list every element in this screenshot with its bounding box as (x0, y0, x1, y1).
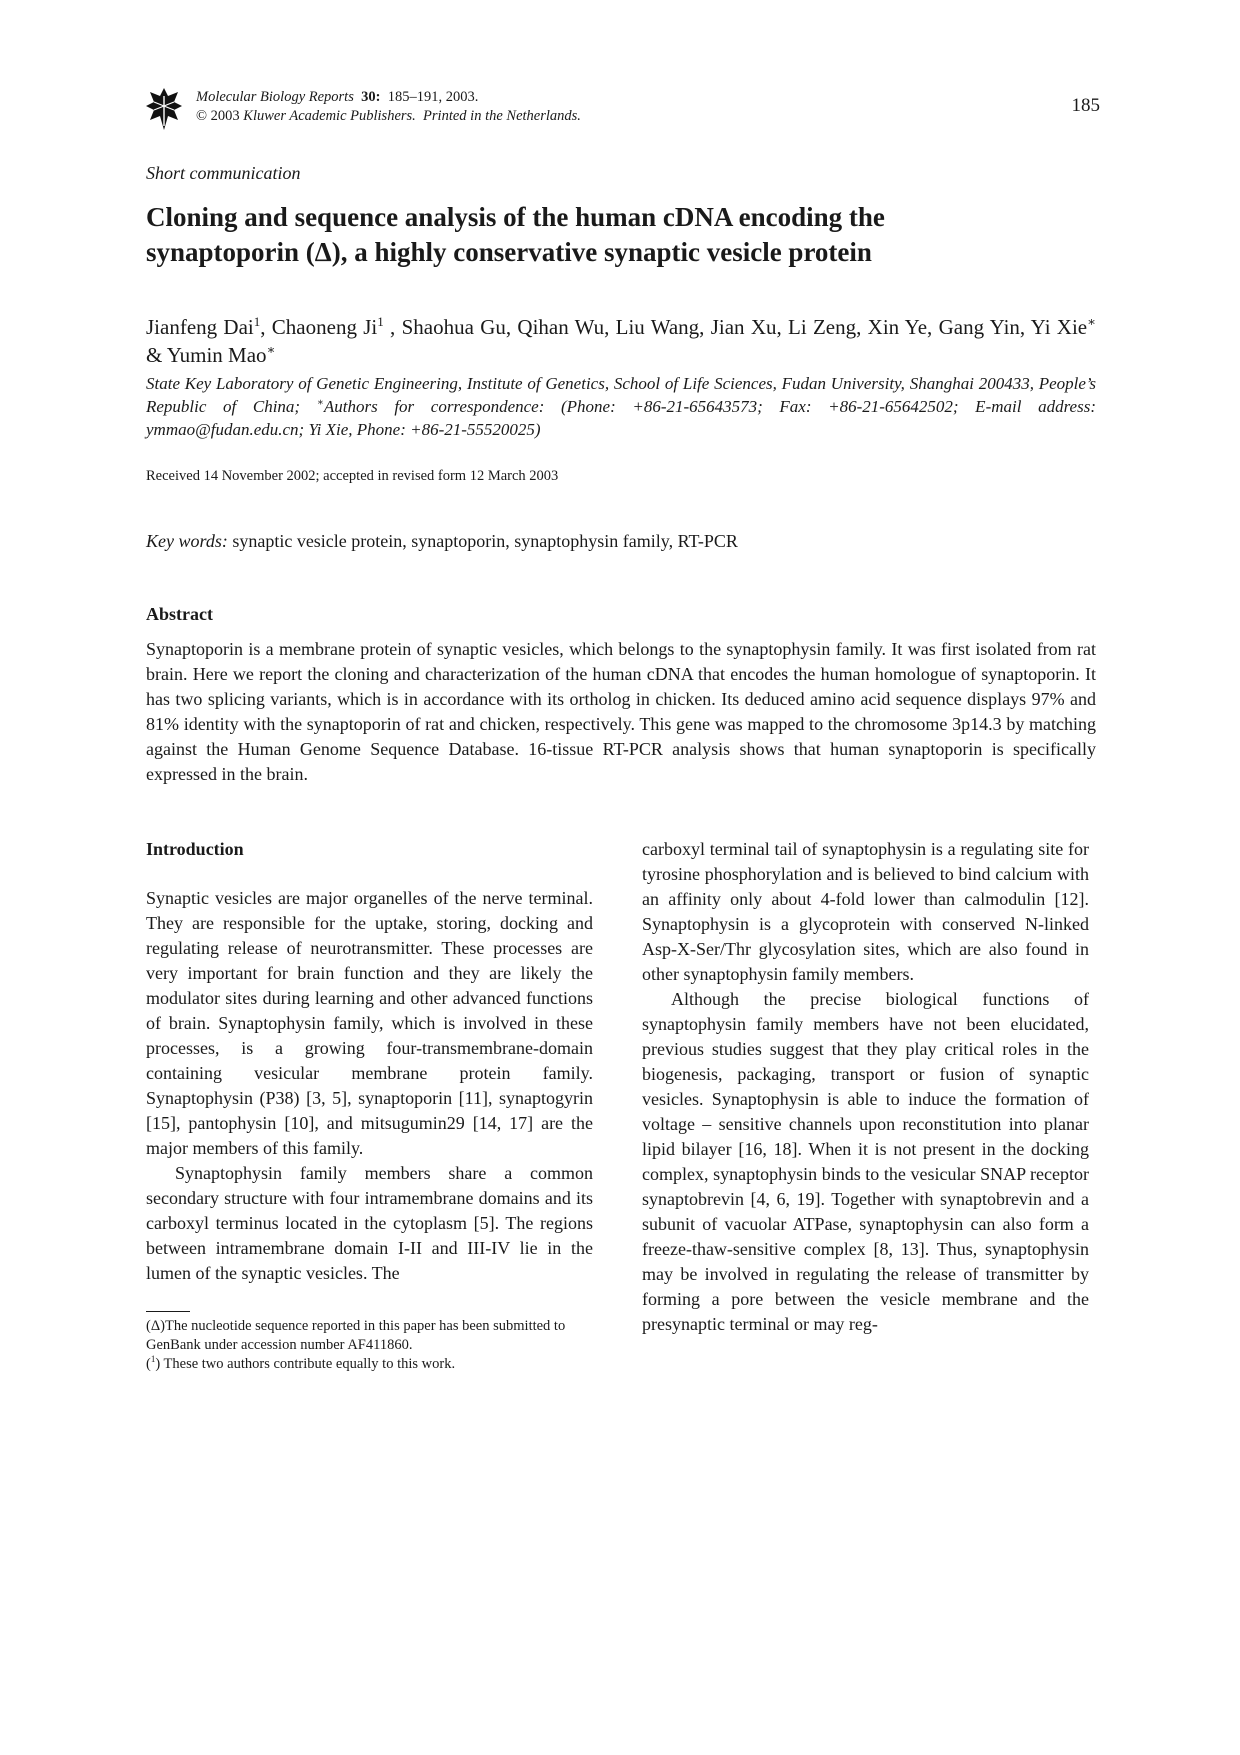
author-1-mark: 1 (253, 314, 261, 329)
intro-paragraph-2: Synaptophysin family members share a common secondary structure with four intramembrane domains and its carboxyl terminus located in the cytoplasm [5]. The regions between intramembrane domain I-II and III-IV lie in the lumen of the synaptic vesicles. The (146, 1163, 593, 1283)
author-2: , Chaoneng Ji (260, 315, 378, 339)
corresponding-mark-2: ∗ (266, 342, 276, 357)
introduction-heading: Introduction (146, 839, 244, 859)
title-line-1: Cloning and sequence analysis of the human cDNA encoding the (146, 202, 885, 232)
keywords (146, 531, 1096, 552)
article-section-type: Short communication (146, 163, 301, 183)
keywords-label: Key words: (146, 531, 228, 551)
footnote-genbank: (Δ)The nucleotide sequence reported in this paper has been submitted to GenBank under accession number AF411860. (146, 1318, 566, 1353)
affiliation-address: State Key Laboratory of Genetic Engineering, Institute of Genetics, School of Life Sciences, Fudan University, Shanghai 200433, People’s Republic of China; (146, 374, 1096, 416)
received-dates: Received 14 November 2002; accepted in revised form 12 March 2003 (146, 468, 559, 484)
intro-paragraph-1: Synaptic vesicles are major organelles of the nerve terminal. They are responsible for the uptake, storing, docking and regulating release of neurotransmitter. These processes are very important for brain function and they are likely the modulator sites during learning and other advanced functions of brain. Synaptophysin family, which is involved in these processes, is a growing four-transmembrane-domain containing vesicular membrane protein family. Synaptophysin (P38) [3, 5], synaptoporin [11], synaptogyrin [15], pantophysin [10], and mitsugumin29 [14, 17] are the major members of this family. (146, 888, 593, 1158)
copyright-year: © 2003 (196, 108, 240, 124)
journal-name: Molecular Biology Reports (196, 89, 354, 105)
correspondence-contact: Authors for correspondence: (Phone: +86-21-65643573; Fax: +86-21-65642502; E-mail address: ymmao@fudan.edu.cn; Yi Xie, Phone: +86-21-55520025) (146, 397, 1096, 439)
abstract-text: Synaptoporin is a membrane protein of synaptic vesicles, which belongs to the synaptophysin family. It was first isolated from rat brain. Here we report the cloning and characterization of the human cDNA that encodes the human homologue of synaptoporin. It has two splicing variants, which is in accordance with its ortholog in chicken. Its deduced amino acid sequence displays 97% and 81% identity with the synaptoporin of rat and chicken, respectively. This gene was mapped to the chromosome 3p14.3 by matching against the Human Genome Sequence Database. 16-tissue RT-PCR analysis shows that human synaptoporin is specifically expressed in the brain. (146, 639, 1096, 784)
authors-rest: , Shaohua Gu, Qihan Wu, Liu Wang, Jian Xu, Li Zeng, Xin Ye, Gang Yin, Yi Xie (383, 315, 1088, 339)
affiliation (146, 372, 1096, 441)
author-2-mark: 1 (377, 314, 384, 329)
keywords-list: synaptic vesicle protein, synaptoporin, synaptophysin family, RT-PCR (227, 531, 738, 551)
article-title (146, 200, 1106, 270)
journal-volume: 30: (361, 89, 381, 105)
footnote-2-text: ) These two authors contribute equally to this work. (155, 1356, 456, 1372)
correspondence-mark: ∗ (316, 397, 324, 409)
journal-citation (196, 88, 581, 126)
footnote-divider (146, 1311, 190, 1312)
author-last: & Yumin Mao (146, 343, 267, 367)
abstract-heading: Abstract (146, 604, 213, 624)
col2-paragraph-1: carboxyl terminal tail of synaptophysin is a regulating site for tyrosine phosphorylation and is believed to bind calcium with an affinity only about 4-fold lower than calmodulin [12]. Synaptophysin is a glycoprotein with conserved N-linked Asp-X-Ser/Thr glycosylation sites, which are also found in other synaptophysin family members. (642, 839, 1089, 984)
publisher-logo-icon (146, 86, 182, 132)
page-number: 185 (1071, 95, 1100, 116)
column-right (642, 837, 1089, 1337)
author-list (146, 313, 1096, 369)
footnotes (146, 1317, 593, 1374)
publisher-name: Kluwer Academic Publishers. (243, 108, 416, 124)
footnote-equal-contribution (146, 1355, 593, 1374)
journal-pages-year: 185–191, 2003. (387, 89, 479, 105)
footnote-2-open: ( (146, 1356, 151, 1372)
title-line-2: synaptoporin (Δ), a highly conservative synaptic vesicle protein (146, 237, 872, 267)
printed-location: Printed in the Netherlands. (423, 108, 581, 124)
author-1: Jianfeng Dai (146, 315, 254, 339)
corresponding-mark-1: ∗ (1087, 314, 1096, 329)
col2-paragraph-2: Although the precise biological functions of synaptophysin family members have not been elucidated, previous studies suggest that they play critical roles in the biogenesis, packaging, transport or fusion of synaptic vesicles. Synaptophysin is able to induce the formation of voltage – sensitive channels upon reconstitution into planar lipid bilayer [16, 18]. When it is not present in the docking complex, synaptophysin binds to the vesicular SNAP receptor synaptobrevin [4, 6, 19]. Together with synaptobrevin and a subunit of vacuolar ATPase, synaptophysin can also form a freeze-thaw-sensitive complex [8, 13]. Thus, synaptophysin may be involved in regulating the release of transmitter by forming a pore between the vesicle membrane and the presynaptic terminal or may reg- (642, 989, 1089, 1334)
column-left (146, 886, 593, 1286)
footnote-2-mark: 1 (150, 1354, 156, 1365)
